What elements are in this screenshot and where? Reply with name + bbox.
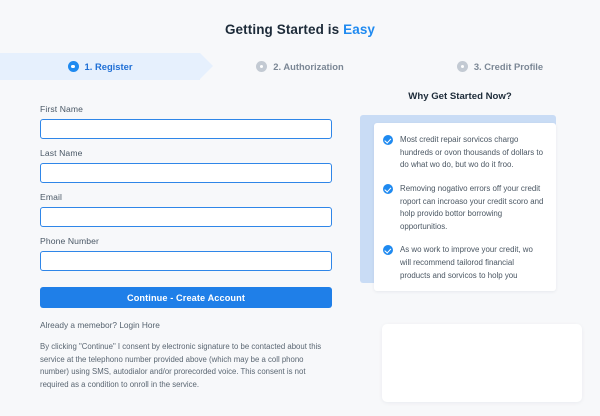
check-circle-icon [383,135,393,145]
last-name-label: Last Name [40,148,83,158]
stepper [0,53,600,80]
step-authorization[interactable] [200,53,400,80]
page-title-text [225,22,375,37]
benefit-text: Most credit repair sorvicos chargo hundreds or ovon thousands of dollars to do what wo do, but wo do it froo. [400,135,544,170]
step-authorization-label: 2. Authorization [273,61,344,72]
benefit-text: As wo work to improve your credit, wo will recommend tailorod financial products and sorvicos to holp you [400,245,533,280]
step-credit-profile-label: 3. Credit Profile [473,61,544,72]
consent-text: By clicking "Continue" I consent by electronic signature to be contacted about this service at the telephono number provided above (which may be a coll phono number) using SMS, autodialor and/or prorecorded voice. This consent is not required as a condition to onroll in the service. [40,342,322,389]
why-get-started-title: Why Get Started Now? [408,91,512,102]
page-title-accent: Easy [343,22,376,37]
field-phone-number [40,236,332,271]
list-item [383,244,545,282]
benefits-card [360,115,556,283]
registration-form [40,104,332,392]
step-register[interactable] [0,53,200,80]
check-circle-icon [383,184,393,194]
list-item [383,134,545,172]
email-input[interactable] [40,207,332,227]
check-circle-icon [383,245,393,255]
first-name-input[interactable] [40,119,332,139]
email-label: Email [40,192,62,202]
step-credit-profile-dot-icon [457,61,468,72]
benefit-text: Removing nogativo errors off your credit roport can incroaso your credit scoro and holp provido bottor borrowing opportunitios. [400,183,544,231]
phone-number-label: Phone Number [40,236,100,246]
last-name-input[interactable] [40,163,332,183]
phone-number-input[interactable] [40,251,332,271]
decorative-card [382,324,582,402]
login-link[interactable]: Already a memebor? Login Hore [40,320,160,330]
page-title [0,0,600,53]
step-credit-profile[interactable] [400,53,600,80]
create-account-button[interactable]: Continue - Create Account [40,287,332,308]
field-last-name [40,148,332,183]
benefits-list [374,123,556,291]
first-name-label: First Name [40,104,84,114]
field-first-name [40,104,332,139]
step-register-label: 1. Register [84,61,133,72]
field-email [40,192,332,227]
page-title-prefix: Getting Started is [224,22,344,37]
step-authorization-dot-icon [256,61,267,72]
list-item [383,183,545,234]
step-register-dot-icon [68,61,79,72]
